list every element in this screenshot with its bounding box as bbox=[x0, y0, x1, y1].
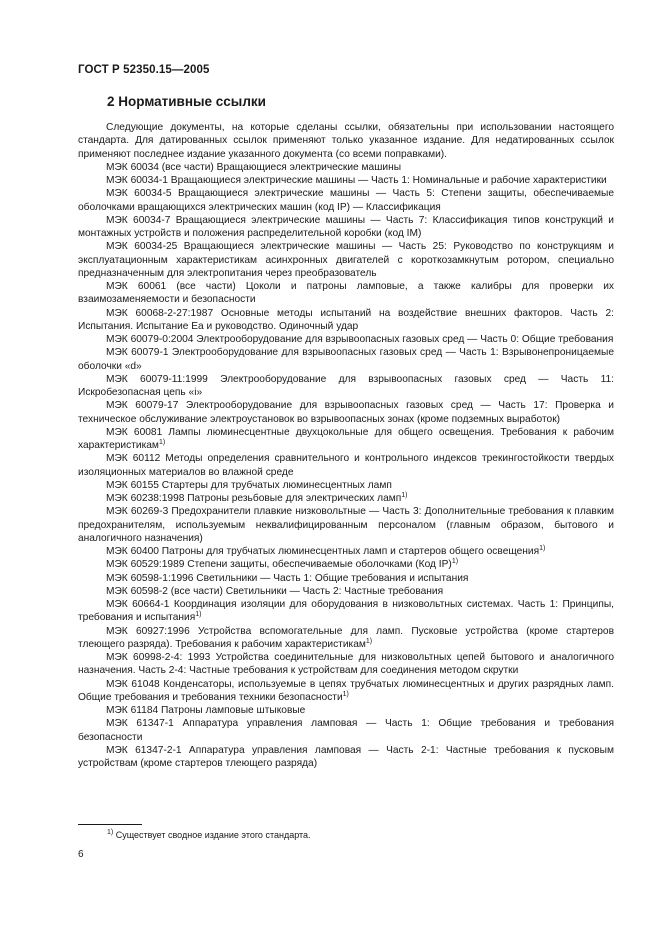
reference-text: МЭК 61347-2-1 Аппаратура управления ламповая — Часть 2-1: Частные требования к пусковым устройствам (кроме стартеров тлеющего разряда) bbox=[78, 744, 614, 769]
reference-text: МЭК 60598-2 (все части) Светильники — Часть 2: Частные требования bbox=[106, 585, 444, 597]
reference-text: МЭК 61184 Патроны ламповые штыковые bbox=[106, 705, 306, 716]
reference-text: МЭК 60034-5 Вращающиеся электрические машины — Часть 5: Степени защиты, обеспечиваемые оболочками вращающихся электрических машин (код IP) — Классификация bbox=[78, 188, 614, 213]
page-number: 6 bbox=[78, 849, 84, 860]
reference-item bbox=[78, 333, 614, 346]
reference-text: МЭК 60155 Стартеры для трубчатых люминесцентных ламп bbox=[106, 479, 392, 491]
reference-text: МЭК 60269-3 Предохранители плавкие низковольтные — Часть 3: Дополнительные требования к плавким предохранителям, используемым неквалифицированным персоналом (главным образом, бытового и аналогичного назначения) bbox=[78, 506, 614, 544]
reference-item bbox=[78, 717, 614, 744]
reference-item bbox=[78, 651, 614, 678]
reference-text: МЭК 60238:1998 Патроны резьбовые для электрических ламп bbox=[106, 493, 402, 504]
footnote-ref-marker: 1) bbox=[365, 637, 373, 645]
reference-item bbox=[78, 704, 614, 717]
reference-item bbox=[78, 240, 614, 280]
reference-item bbox=[78, 585, 614, 598]
reference-item bbox=[78, 492, 614, 505]
reference-item bbox=[78, 479, 614, 492]
reference-text: МЭК 60034 (все части) Вращающиеся электрические машины bbox=[106, 161, 402, 173]
reference-item bbox=[78, 678, 614, 705]
footnote-ref-marker: 1) bbox=[539, 545, 546, 552]
reference-text: МЭК 60664-1 Координация изоляции для оборудования в низковольтных системах. Часть 1: Принципы, требования и испытания bbox=[78, 599, 614, 624]
reference-item bbox=[78, 744, 614, 771]
reference-item bbox=[78, 558, 614, 571]
footnote-ref-marker: 1) bbox=[451, 558, 459, 566]
reference-item bbox=[78, 452, 614, 479]
reference-item bbox=[78, 307, 614, 334]
reference-text: МЭК 60034-7 Вращающиеся электрические машины — Часть 7: Классификация типов конструкций и монтажных устройств и положения распределительной коробки (код IM) bbox=[78, 214, 614, 239]
reference-item bbox=[78, 346, 614, 373]
footnote-ref-marker: 1) bbox=[158, 439, 166, 446]
reference-text: МЭК 61347-1 Аппаратура управления ламповая — Часть 1: Общие требования и требования безопасности bbox=[78, 718, 614, 743]
reference-item bbox=[78, 161, 614, 174]
reference-text: МЭК 60529:1989 Степени защиты, обеспечиваемые оболочками (Код IP) bbox=[106, 559, 452, 571]
reference-text: МЭК 61048 Конденсаторы, используемые в цепях трубчатых люминесцентных и других разрядных ламп. Общие требования и требования техники безопасности bbox=[78, 678, 614, 703]
footnote-ref-marker: 1) bbox=[195, 611, 202, 619]
footnote bbox=[107, 829, 311, 841]
document-header: ГОСТ Р 52350.15—2005 bbox=[78, 64, 210, 76]
footnote-rule bbox=[78, 824, 142, 825]
reference-text: МЭК 60998-2-4: 1993 Устройства соединительные для низковольтных цепей бытового и аналогичного назначения. Часть 2-4: Частные требования к устройствам для соединения методом скрутки bbox=[78, 652, 614, 677]
reference-text: МЭК 60598-1:1996 Светильники — Часть 1: Общие требования и испытания bbox=[106, 572, 469, 584]
footnote-ref-marker: 1) bbox=[342, 690, 349, 698]
reference-item bbox=[78, 373, 614, 400]
reference-item bbox=[78, 399, 614, 426]
reference-text: МЭК 60079-17 Электрооборудование для взрывоопасных газовых сред — Часть 17: Проверка и техническое обслуживание электроустановок во взрывоопасных зонах (кроме подземных выработок) bbox=[78, 400, 614, 425]
reference-item bbox=[78, 214, 614, 241]
reference-text: МЭК 60034-25 Вращающиеся электрические машины — Часть 25: Руководство по конструкциям и эксплуатационным характеристикам асинхронных двигателей с короткозамкнутым ротором, специально предназначенным для электропитания через преобразователь bbox=[78, 241, 614, 279]
reference-text: МЭК 60079-0:2004 Электрооборудование для взрывоопасных газовых сред — Часть 0: Общие требования bbox=[106, 334, 614, 345]
reference-item bbox=[78, 280, 614, 307]
reference-text: МЭК 60927:1996 Устройства вспомогательные для ламп. Пусковые устройства (кроме стартеров тлеющего разряда). Требования к рабочим характеристикам bbox=[78, 625, 614, 650]
reference-item bbox=[78, 426, 614, 453]
reference-item bbox=[78, 505, 614, 545]
reference-item bbox=[78, 174, 614, 187]
footnote-text: Существует сводное издание этого стандарта. bbox=[115, 830, 311, 840]
reference-item bbox=[78, 187, 614, 214]
reference-item bbox=[78, 545, 614, 558]
reference-text: МЭК 60079-1 Электрооборудование для взрывоопасных газовых сред — Часть 1: Взрывонепроницаемые оболочки «d» bbox=[78, 347, 614, 372]
footnote-marker: 1) bbox=[107, 829, 114, 836]
reference-text: МЭК 60034-1 Вращающиеся электрические машины — Часть 1: Номинальные и рабочие характеристики bbox=[106, 175, 607, 186]
reference-item bbox=[78, 625, 614, 652]
reference-text: МЭК 60081 Лампы люминесцентные двухцокольные для общего освещения. Требования к рабочим характеристикам bbox=[78, 426, 614, 451]
reference-list bbox=[78, 161, 614, 771]
reference-item bbox=[78, 572, 614, 585]
reference-text: МЭК 60061 (все части) Цоколи и патроны ламповые, а также калибры для проверки их взаимозаменяемости и безопасности bbox=[78, 281, 614, 306]
reference-text: МЭК 60112 Методы определения сравнительного и контрольного индексов трекингостойкости твердых изоляционных материалов во влажной среде bbox=[78, 453, 614, 478]
reference-item bbox=[78, 598, 614, 625]
reference-text: МЭК 60400 Патроны для трубчатых люминесцентных ламп и стартеров общего освещения bbox=[106, 546, 540, 557]
section-body bbox=[78, 121, 614, 770]
footnote-ref-marker: 1) bbox=[401, 492, 408, 499]
section-title: 2 Нормативные ссылки bbox=[107, 94, 266, 109]
reference-text: МЭК 60068-2-27:1987 Основные методы испытаний на воздействие внешних факторов. Часть 2: Испытания. Испытание Еа и руководство. Одиночный удар bbox=[78, 307, 614, 332]
intro-paragraph: Следующие документы, на которые сделаны ссылки, обязательны при использовании настоящего стандарта. Для датированных ссылок применяют только указанное издание. Для недатированных ссылок применяют последнее издание указанного документа (со всеми поправками). bbox=[78, 122, 614, 160]
reference-text: МЭК 60079-11:1999 Электрооборудование для взрывоопасных газовых сред — Часть 11: Искробезопасная цепь «i» bbox=[78, 373, 614, 398]
